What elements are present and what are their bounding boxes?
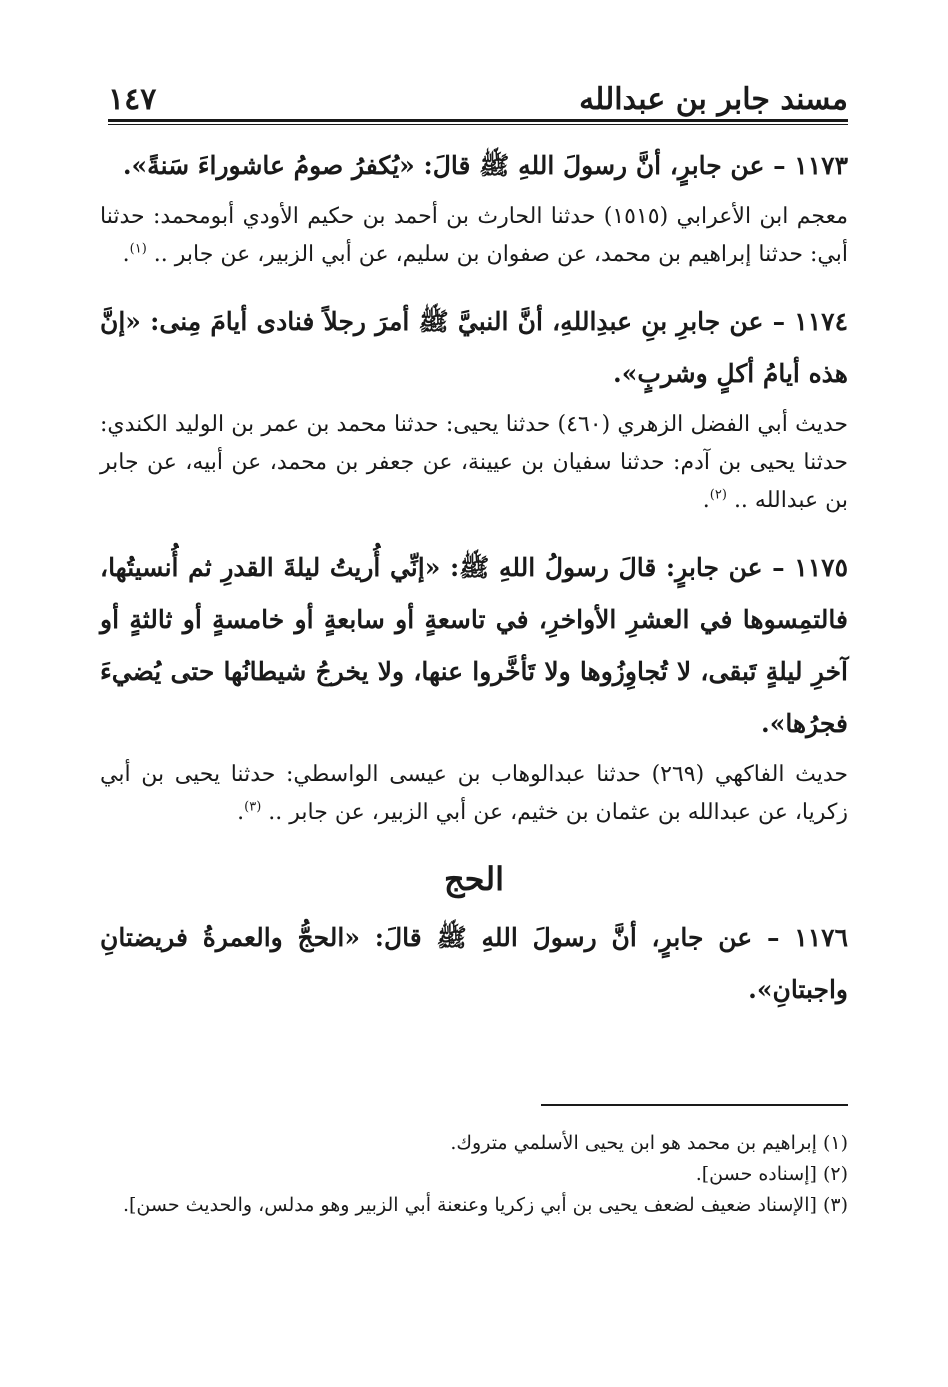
hadith-1175: ١١٧٥ – عن جابرٍ: قالَ رسولُ اللهِ ﷺ: «إنِّي أُريتُ ليلةَ القدرِ ثم أُنسيتُها، فالتمِسوها في العشرِ الأواخرِ، في تاسعةٍ أو سابعةٍ أو خامسةٍ أو ثالثةٍ أو آخرِ ليلةٍ تَبقى، لا تُجاوِزُوها ولا تَأخَّروا عنها، ولا يخرجُ شيطانُها حتى يُضيءَ فجرُها». — [100, 553, 848, 738]
source-1173: معجم ابن الأعرابي (١٥١٥) حدثنا الحارث بن أحمد بن حكيم الأودي أبومحمد: حدثنا أبي: حدثنا إبراهيم بن محمد، عن صفوان بن سليم، عن أبي الزبير، عن جابر .. $^{(١)}$. — [100, 204, 848, 267]
footnote-2: (٢) [إسناده حسن]. — [695, 1163, 848, 1185]
footnote-ref: (٣) — [244, 799, 262, 815]
source-text: معجم ابن الأعرابي (١٥١٥) حدثنا الحارث بن أحمد بن حكيم الأودي أبومحمد: حدثنا أبي: حدثنا إبراهيم بن محمد، عن صفوان بن سليم، عن أبي الزبير، عن جابر .. — [100, 204, 848, 267]
source-1174: حديث أبي الفضل الزهري (٤٦٠) حدثنا يحيى: حدثنا محمد بن عمر بن الوليد الكندي: حدثنا يحيى بن آدم: حدثنا سفيان بن عيينة، عن جعفر بن محمد، عن أبيه، عن جابر بن عبدالله .. $^{(٢)}$. — [100, 412, 848, 513]
footnote-ref: (١) — [129, 241, 147, 257]
page-number: ١٤٧ — [108, 82, 157, 117]
hadith-1173: ١١٧٣ – عن جابرٍ، أنَّ رسولَ اللهِ ﷺ قالَ: «يُكفرُ صومُ عاشوراءَ سَنةً». — [122, 151, 848, 180]
main-text — [100, 140, 848, 1022]
source-text: حديث الفاكهي (٢٦٩) حدثنا عبدالوهاب بن عيسى الواسطي: حدثنا يحيى بن أبي زكريا، عن عبدالله بن عثمان بن خثيم، عن أبي الزبير، عن جابر .. — [100, 762, 848, 825]
hadith-1174: ١١٧٤ – عن جابرِ بنِ عبدِاللهِ، أنَّ النبيَّ ﷺ أمرَ رجلاً فنادى أيامَ مِنى: «إنَّ هذه أيامُ أكلٍ وشربٍ». — [100, 307, 848, 388]
footnote-3: (٣) [الإسناد ضعيف لضعف يحيى بن أبي زكريا وعنعنة أبي الزبير وهو مدلس، والحديث حسن]. — [122, 1194, 848, 1216]
source-1175: حديث الفاكهي (٢٦٩) حدثنا عبدالوهاب بن عيسى الواسطي: حدثنا يحيى بن أبي زكريا، عن عبدالله بن عثمان بن خثيم، عن أبي الزبير، عن جابر .. $^{(٣)}$. — [100, 762, 848, 825]
footnotes — [100, 1128, 848, 1221]
section-heading: الحج — [444, 860, 504, 898]
running-title: مسند جابر بن عبدالله — [579, 82, 848, 117]
source-text: حديث أبي الفضل الزهري (٤٦٠) حدثنا يحيى: حدثنا محمد بن عمر بن الوليد الكندي: حدثنا يحيى بن آدم: حدثنا سفيان بن عيينة، عن جعفر بن محمد، عن أبيه، عن جابر بن عبدالله .. — [100, 412, 848, 513]
running-header — [108, 82, 848, 118]
footnote-separator — [541, 1104, 848, 1106]
header-rule-thick — [108, 119, 848, 122]
footnote-ref: (٢) — [709, 487, 727, 503]
hadith-1176: ١١٧٦ – عن جابرٍ، أنَّ رسولَ اللهِ ﷺ قالَ: «الحجُّ والعمرةُ فريضتانِ واجبتانِ». — [100, 923, 848, 1004]
footnote-1: (١) إبراهيم بن محمد هو ابن يحيى الأسلمي متروك. — [450, 1132, 848, 1154]
header-rule-thin — [108, 124, 848, 125]
